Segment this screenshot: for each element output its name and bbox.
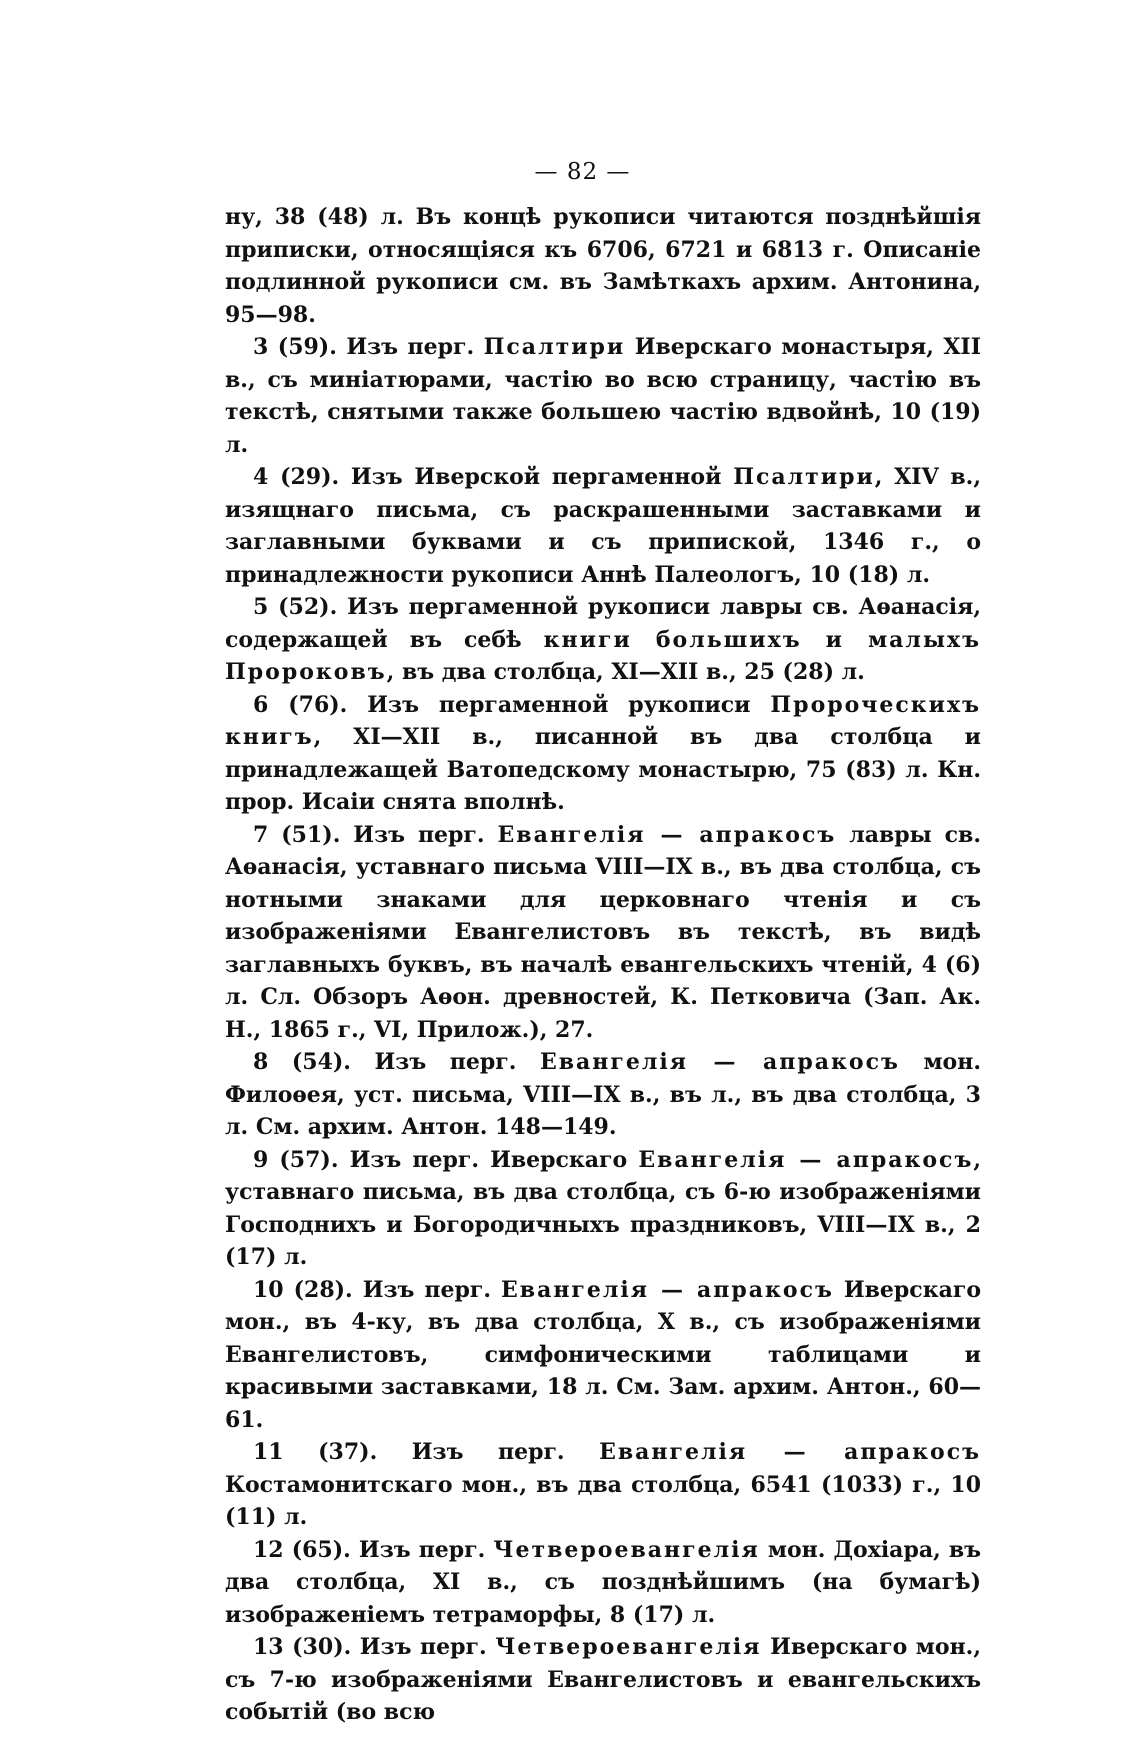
entry-text: Костамонитскаго мон., въ два столбца, 6541 (1033) г., 10 (11) л. <box>225 1471 981 1530</box>
entry-title-spaced: Евангелія — апракосъ <box>539 1049 900 1075</box>
entry-text: 8 (54). Изъ перг. <box>253 1049 540 1075</box>
catalog-entry-5 <box>225 591 981 689</box>
entry-text: Иверскаго мон., съ 7-ю изображеніями Евангелистовъ и евангельскихъ событій (во всю <box>225 1634 981 1725</box>
entry-text: Иверскаго монастыря, XII в., съ миніатюрами, частію во всю страницу, частію въ текстѣ, снятыми также большею частію вдвойнѣ, 10 (19) л. <box>225 334 981 458</box>
entry-text: 9 (57). Изъ перг. Иверскаго <box>253 1146 639 1173</box>
page-number: — 82 — <box>534 159 631 185</box>
catalog-entry-9 <box>225 1144 981 1274</box>
entry-text: 13 (30). Изъ перг. <box>253 1634 496 1660</box>
catalog-entry-8 <box>225 1046 981 1144</box>
entry-text: , XI—XII в., писанной въ два столбца и принадлежащей Ватопедскому монастырю, 75 (83) л. Кн. прор. Исаіи снята вполнѣ. <box>225 724 981 815</box>
entry-title-spaced: Пророческихъ книгъ <box>225 691 981 750</box>
catalog-entry-4 <box>225 461 981 591</box>
paragraph-text: ну, 38 (48) л. Въ концѣ рукописи читаются позднѣйшія приписки, относящіяся къ 6706, 6721 и 6813 г. Описаніе подлинной рукописи см. въ Замѣткахъ архим. Антонина, 95—98. <box>225 204 981 328</box>
entry-title-spaced: Псалтири <box>483 334 626 360</box>
entry-text: 12 (65). Изъ перг. <box>253 1536 494 1563</box>
catalog-entry-10 <box>225 1274 981 1437</box>
entry-title-spaced: Евангелія — апракосъ <box>501 1276 834 1303</box>
entry-text: Иверскаго мон., въ 4-ку, въ два столбца, X в., съ изображеніями Евангелистовъ, симфоническими таблицами и красивыми заставками, 18 л. См. Зам. архим. Антон., 60—61. <box>225 1276 981 1433</box>
entry-text: 3 (59). Изъ перг. <box>253 334 484 360</box>
catalog-entry-7 <box>225 819 981 1047</box>
catalog-entry-11 <box>225 1436 981 1534</box>
entry-text: 7 (51). Изъ перг. <box>253 821 498 848</box>
page-body <box>225 201 981 1729</box>
catalog-entry-3 <box>225 331 981 461</box>
entry-title-spaced: Четвероевангелія <box>493 1536 760 1563</box>
entry-text: , въ два столбца, XI—XII в., 25 (28) л. <box>386 659 865 685</box>
entry-title-spaced: книги большихъ и малыхъ Пророковъ <box>225 626 981 685</box>
entry-text: 6 (76). Изъ пергаменной рукописи <box>253 691 771 718</box>
entry-title-spaced: Псалтири <box>733 464 875 490</box>
entry-text: мон. Филоѳея, уст. письма, VIII—IX в., въ л., въ два столбца, 3 л. См. архим. Антон. 148—149. <box>225 1049 981 1140</box>
catalog-entry-13 <box>225 1631 981 1729</box>
entry-text: мон. Дохіара, въ два столбца, XI в., съ позднѣйшимъ (на бумагѣ) изображеніемъ тетраморфы, 8 (17) л. <box>225 1536 981 1628</box>
entry-title-spaced: Евангелія — апракосъ <box>497 821 837 848</box>
entry-title-spaced: Евангелія — апракосъ <box>638 1146 974 1173</box>
entry-text: , уставнаго письма, въ два столбца, съ 6-ю изображеніями Господнихъ и Богородичныхъ праздниковъ, VIII—IX в., 2 (17) л. <box>225 1146 981 1270</box>
entry-title-spaced: Четвероевангелія <box>495 1634 762 1660</box>
catalog-entry-12 <box>225 1534 981 1632</box>
entry-text: 10 (28). Изъ перг. <box>253 1276 502 1303</box>
entry-text: , XIV в., изящнаго письма, съ раскрашенными заставками и заглавными буквами и съ припиской, 1346 г., о принадлежности рукописи Аннѣ Палеологъ, 10 (18) л. <box>225 464 982 588</box>
paragraph-continuation <box>225 201 981 331</box>
entry-text: 11 (37). Изъ перг. <box>253 1439 600 1465</box>
entry-text: лавры св. Аѳанасія, уставнаго письма VIII—IX в., въ два столбца, съ нотными знаками для церковнаго чтенія и съ изображеніями Евангелистовъ въ текстѣ, въ видѣ заглавныхъ буквъ, въ началѣ евангельскихъ чтеній, 4 (6) л. Сл. Обзоръ Аѳон. древностей, К. Петковича (Зап. Ак. Н., 1865 г., VI, Прилож.), 27. <box>225 821 981 1043</box>
entry-text: 4 (29). Изъ Иверской пергаменной <box>253 464 734 490</box>
entry-text: 5 (52). Изъ пергаменной рукописи лавры св. Аѳанасія, содержащей въ себѣ <box>225 594 981 653</box>
catalog-entry-6 <box>225 689 981 819</box>
entry-title-spaced: Евангелія — апракосъ <box>599 1439 981 1465</box>
